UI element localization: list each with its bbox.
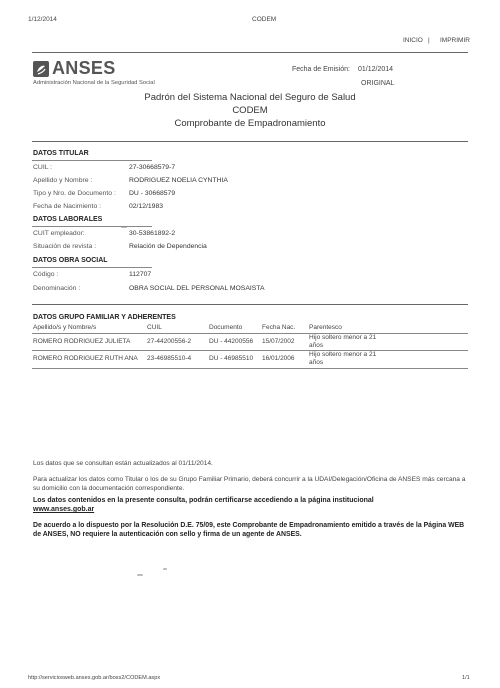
- titular-label: Tipo y Nro. de Documento :: [33, 190, 116, 197]
- scan-mark: [121, 227, 127, 228]
- grupo-familiar-heading: DATOS GRUPO FAMILIAR Y ADHERENTES: [33, 314, 176, 321]
- laborales-label: CUIT empleador:: [33, 230, 85, 237]
- page-title: Padrón del Sistema Nacional del Seguro de Salud: [144, 92, 356, 103]
- anses-logo-icon: [33, 61, 49, 77]
- titular-value: RODRIGUEZ NOELIA CYNTHIA: [129, 177, 228, 184]
- datos-laborales-heading: DATOS LABORALES: [33, 216, 103, 223]
- column-header-parentesco: Parentesco: [309, 324, 342, 331]
- emission-date: 01/12/2014: [358, 66, 394, 73]
- note-certify: Los datos contenidos en la presente consulta, podrán certificarse accediendo a la página institucional: [33, 497, 374, 504]
- original-label: ORIGINAL: [361, 80, 395, 87]
- section-divider: [32, 141, 468, 142]
- note-updated: Los datos que se consultan están actualizados al 01/11/2014.: [33, 460, 213, 467]
- obra-social-label: Denominación :: [33, 285, 81, 292]
- cell-parentesco: Hijo soltero menor a 21 años: [309, 334, 377, 349]
- cell-nombre: ROMERO RODRIGUEZ JULIETA: [33, 338, 131, 345]
- top-divider: [32, 52, 468, 53]
- laborales-value: Relación de Dependencia: [129, 243, 207, 250]
- obra-social-value: OBRA SOCIAL DEL PERSONAL MOSAISTA: [129, 285, 265, 292]
- column-header-documento: Documento: [209, 324, 243, 331]
- print-title: CODEM: [252, 16, 277, 23]
- brand-logo-text: ANSES: [52, 58, 116, 78]
- anses-website-link[interactable]: www.anses.gob.ar: [33, 506, 95, 513]
- cell-nombre: ROMERO RODRIGUEZ RUTH ANA: [33, 355, 138, 362]
- note-update-instructions: Para actualizar los datos como Titular o los de su Grupo Familiar Primario, deberá concurrir a la UDAI/Delegación/Oficina de ANSES más cercana a su domicilio con la documentación correspondiente.: [33, 476, 466, 492]
- laborales-label: Situación de revista :: [33, 243, 97, 250]
- page-subtitle-codem: CODEM: [232, 105, 268, 116]
- datos-obra-social-heading: DATOS OBRA SOCIAL: [33, 257, 108, 264]
- titular-label: CUIL :: [33, 164, 53, 171]
- laborales-value: 30-53861892-2: [129, 230, 176, 237]
- links-separator: |: [428, 37, 430, 44]
- titular-value: DU - 30668579: [129, 190, 176, 197]
- titular-label: Fecha de Nacimiento :: [33, 203, 102, 210]
- table-row-divider: [32, 368, 468, 369]
- cell-documento: DU - 44200556: [209, 338, 254, 345]
- note-resolution: De acuerdo a lo dispuesto por la Resolución D.E. 75/09, este Comprobante de Empadronamiento emitido a través de la Página WEB de ANSES, NO requiere la autenticación con sello y firma de un agente de ANSES.: [33, 522, 465, 538]
- print-date: 1/12/2014: [28, 16, 57, 23]
- table-header-divider: [32, 333, 468, 334]
- datos-laborales-underline: [32, 226, 152, 227]
- column-header-cuil: CUIL: [147, 324, 162, 331]
- scan-mark: [163, 568, 167, 570]
- column-header-nombre: Apellido/s y Nombre/s: [33, 324, 97, 331]
- cell-cuil: 27-44200556-2: [147, 338, 192, 345]
- emission-label: Fecha de Emisión:: [292, 66, 350, 73]
- datos-titular-heading: DATOS TITULAR: [33, 150, 89, 157]
- titular-value: 27-30668579-7: [129, 164, 176, 171]
- datos-titular-underline: [32, 160, 152, 161]
- cell-fecha: 16/01/2006: [262, 355, 295, 362]
- imprimir-link[interactable]: IMPRIMIR: [440, 37, 470, 44]
- cell-cuil: 23-46985510-4: [147, 355, 192, 362]
- footer-page-number: 1/1: [462, 675, 470, 681]
- section-divider: [32, 304, 468, 305]
- obra-social-value: 112707: [129, 271, 152, 278]
- column-header-fecha: Fecha Nac.: [262, 324, 296, 331]
- datos-obra-social-underline: [32, 267, 152, 268]
- brand-tagline: Administración Nacional de la Seguridad Social: [33, 80, 155, 86]
- cell-fecha: 15/07/2002: [262, 338, 295, 345]
- inicio-link[interactable]: INICIO: [403, 37, 423, 44]
- cell-documento: DU - 46985510: [209, 355, 254, 362]
- obra-social-label: Código :: [33, 271, 59, 278]
- titular-label: Apellido y Nombre :: [33, 177, 93, 184]
- table-row-divider: [32, 350, 468, 351]
- cell-parentesco: Hijo soltero menor a 21 años: [309, 351, 377, 366]
- scan-mark: [137, 574, 143, 576]
- titular-value: 02/12/1983: [129, 203, 164, 210]
- page-subtitle-comprobante: Comprobante de Empadronamiento: [174, 118, 326, 129]
- footer-url: http://serviciosweb.anses.gob.ar/boss2/CODEM.aspx: [28, 675, 161, 681]
